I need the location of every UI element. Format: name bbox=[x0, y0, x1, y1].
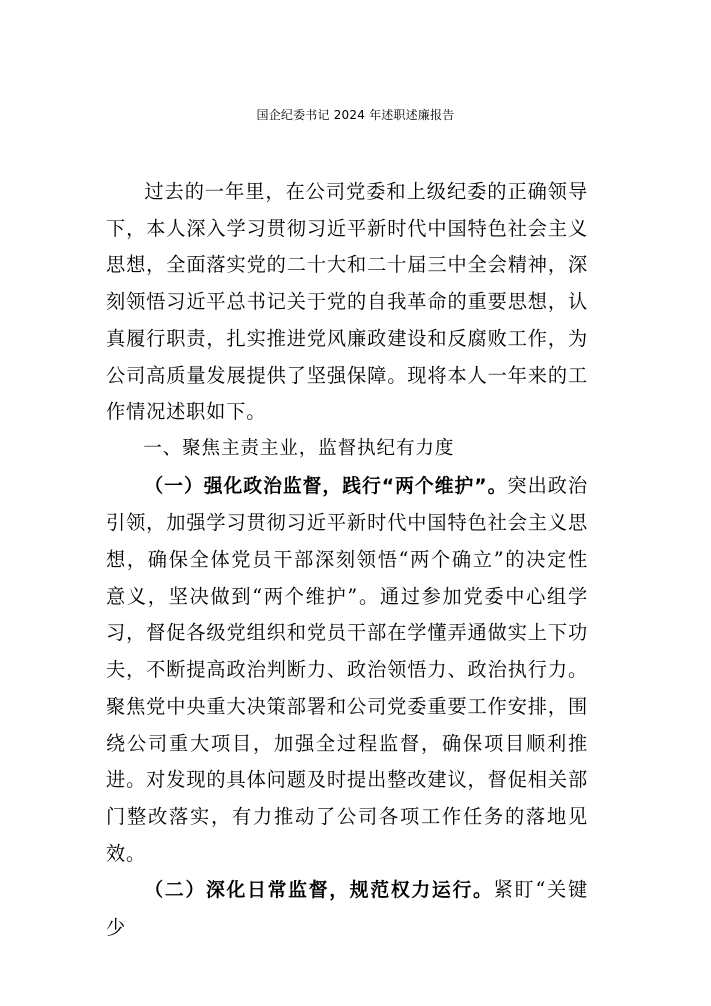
document-title: 国企纪委书记 2024 年述职述廉报告 bbox=[256, 108, 455, 122]
subsection-1-heading: （一）强化政治监督，践行“两个维护”。 bbox=[144, 475, 508, 497]
intro-paragraph: 过去的一年里，在公司党委和上级纪委的正确领导下，本人深入学习贯彻习近平新时代中国特色社会主义思想，全面落实党的二十大和二十届三中全会精神，深刻领悟习近平总书记关于党的自我革命的重要思想，认真履行职责，扎实推进党风廉政建设和反腐败工作，为公司高质量发展提供了坚强保障。现将本人一年来的工作情况述职如下。 bbox=[106, 180, 588, 424]
subsection-2-heading: （二）深化日常监督，规范权力运行。 bbox=[144, 880, 494, 902]
section-heading-1: 一、聚焦主责主业，监督执纪有力度 bbox=[143, 437, 455, 459]
subsection-2-text: 紧盯“关键少 bbox=[106, 878, 589, 940]
subsection-1-text: 突出政治引领，加强学习贯彻习近平新时代中国特色社会主义思想，确保全体党员干部深刻领悟“两个确立”的决定性意义，坚决做到“两个维护”。通过参加党委中心组学习，督促各级党组织和党员干部在学懂弄通做实上下功夫，不断提高政治判断力、政治领悟力、政治执行力。聚焦党中央重大决策部署和公司党委重要工作安排，围绕公司重大项目，加强全过程监督，确保项目顺利推进。对发现的具体问题及时提出整改建议，督促相关部门整改落实，有力推动了公司各项工作任务的落地见效。 bbox=[106, 473, 588, 865]
subsection-1-paragraph bbox=[106, 468, 588, 873]
subsection-2-paragraph bbox=[106, 872, 588, 946]
document-body bbox=[106, 174, 588, 947]
